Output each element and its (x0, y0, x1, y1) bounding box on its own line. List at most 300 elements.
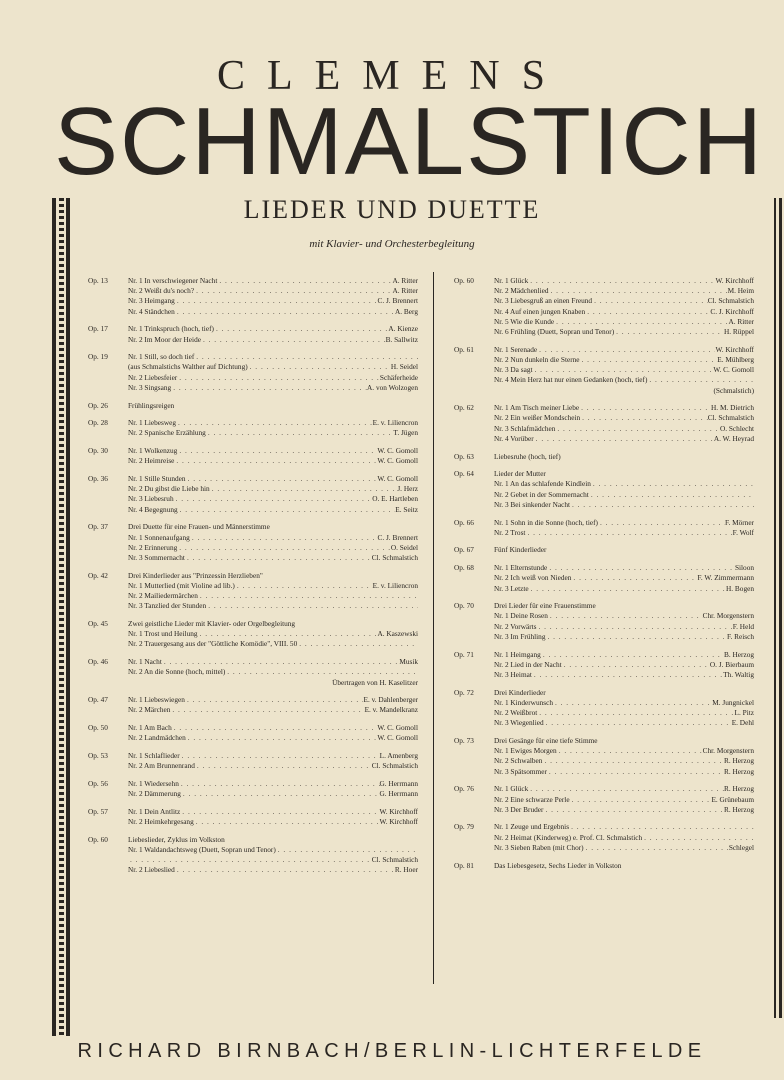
dot-leader (175, 307, 395, 317)
song-title: Nr. 2 Gebet in der Sommernacht (494, 489, 589, 499)
song-title: Nr. 1 Wolkenzug (128, 446, 178, 456)
song-poet: H. M. Dietrich (711, 403, 754, 413)
song-title: Nr. 2 Nun dunkeln die Sterne (494, 354, 580, 364)
song-title: Nr. 1 In verschwiegener Nacht (128, 276, 218, 285)
song-title: Nr. 2 Vorwärts (494, 621, 537, 631)
publisher-imprint: RICHARD BIRNBACH/BERLIN-LICHTERFELDE (77, 1040, 707, 1062)
song-entry (494, 573, 754, 583)
opus-entry (454, 784, 754, 815)
dot-leader (185, 695, 364, 705)
opus-entry (88, 324, 418, 344)
song-entry (128, 286, 418, 296)
opus-contents (128, 571, 418, 612)
dot-leader (181, 789, 380, 799)
song-entry (128, 779, 418, 789)
song-title: Nr. 2 Dämmerung (128, 789, 181, 799)
opus-entry (454, 650, 754, 681)
dot-leader (225, 667, 418, 677)
song-entry (494, 767, 754, 777)
song-entry (128, 865, 418, 875)
dot-leader (537, 345, 715, 355)
song-title: Nr. 2 Im Moor der Heide (128, 334, 201, 344)
song-entry (128, 553, 418, 563)
dot-leader (198, 629, 378, 639)
song-entry (128, 629, 418, 639)
song-title: Nr. 1 An das schlafende Kindlein (494, 479, 591, 489)
dot-leader (180, 751, 380, 761)
song-title: Nr. 1 Am Tisch meiner Liebe (494, 403, 580, 413)
dot-leader (297, 639, 418, 649)
song-entry (128, 373, 418, 383)
song-entry (128, 324, 418, 334)
song-title: Nr. 2 Ein weißer Mondschein (494, 413, 581, 423)
opus-entry (454, 601, 754, 642)
dot-leader (529, 584, 726, 594)
song-title: Nr. 2 Liebeslied (128, 865, 175, 875)
song-poet: R. Herzog (724, 784, 754, 794)
song-title: Nr. 3 Letzte (494, 583, 529, 593)
song-poet: M. Jungnickel (712, 697, 754, 707)
opus-number: Op. 79 (454, 822, 474, 832)
song-entry (128, 807, 418, 817)
opus-number: Op. 26 (88, 400, 108, 410)
opus-contents (128, 352, 418, 393)
opus-contents (494, 650, 754, 681)
song-poet: Schäferheide (379, 372, 418, 382)
song-title: Nr. 1 Serenade (494, 344, 538, 354)
opus-contents (494, 345, 754, 396)
song-poet: T. Jügen (393, 428, 418, 438)
song-entry (494, 611, 754, 621)
song-poet: B. Sallwitz (385, 334, 418, 344)
opus-contents (128, 657, 418, 688)
opus-number: Op. 61 (454, 344, 474, 354)
dot-leader (194, 817, 380, 827)
dot-leader (537, 708, 734, 718)
song-poet: A. Ritter (392, 276, 418, 285)
opus-number: Op. 30 (88, 446, 108, 456)
dot-leader (528, 784, 724, 794)
dot-leader (642, 833, 754, 843)
opus-contents (494, 545, 754, 555)
song-poet: M. Heim (727, 286, 754, 296)
song-poet: Th. Waltig (723, 670, 754, 679)
song-title: Nr. 2 Weißt du's noch? (128, 286, 195, 296)
song-title: Nr. 3 Liebesruh (128, 494, 174, 504)
opus-contents (128, 418, 418, 438)
song-entry (494, 746, 754, 756)
song-entry (128, 705, 418, 715)
song-entry (494, 355, 754, 365)
opus-number: Op. 36 (88, 474, 108, 484)
song-poet: G. Herrmann (379, 778, 418, 788)
dot-leader (584, 843, 729, 853)
dot-leader (248, 362, 391, 372)
song-poet: O. J. Bierbaum (709, 659, 754, 669)
dot-leader (585, 307, 710, 317)
opus-contents (494, 736, 754, 777)
opus-entry (454, 736, 754, 777)
song-entry (128, 456, 418, 466)
song-poet: W. C. Gomoll (377, 456, 418, 466)
song-entry (128, 657, 418, 667)
dot-leader (276, 845, 418, 855)
dot-leader (185, 553, 372, 563)
dot-leader (180, 807, 379, 817)
opus-entry (88, 571, 418, 612)
song-poet: O. Seidel (390, 542, 418, 552)
dot-leader (532, 670, 723, 680)
dot-leader (210, 484, 398, 494)
opus-contents (128, 446, 418, 466)
song-entry (494, 500, 754, 510)
opus-contents (128, 401, 418, 411)
song-entry (128, 695, 418, 705)
song-entry (128, 484, 418, 494)
song-title: Nr. 1 Still, so doch tief (128, 352, 195, 362)
opus-number: Op. 53 (88, 751, 108, 761)
song-poet: Siloon (734, 563, 754, 573)
song-title: Nr. 2 Märchen (128, 705, 171, 715)
dot-leader (128, 855, 372, 865)
song-poet: A. Kienze (388, 324, 418, 334)
song-title: Nr. 1 Wiedersehn (128, 778, 179, 788)
dot-leader (172, 723, 378, 733)
dot-leader (201, 335, 386, 345)
dot-leader (580, 355, 718, 365)
song-title: Nr. 2 Schwalben (494, 756, 543, 766)
song-entry (494, 822, 754, 832)
dot-leader (190, 533, 378, 543)
opus-entry (88, 401, 418, 411)
dot-leader (179, 779, 380, 789)
opus-heading: Liebeslieder, Zyklus im Volkston (128, 834, 225, 844)
song-title: Nr. 2 Lied in der Nacht (494, 659, 562, 669)
opus-credit: (Schmalstich) (713, 385, 754, 395)
song-entry (128, 494, 418, 504)
opus-entry (454, 688, 754, 729)
opus-contents (128, 522, 418, 563)
dot-leader (598, 518, 725, 528)
opus-entry (88, 779, 418, 799)
song-poet: F. Held (732, 621, 754, 631)
opus-heading: Drei Kinderlieder (494, 687, 546, 697)
song-entry (494, 424, 754, 434)
opus-entry (454, 861, 754, 871)
song-title: Nr. 2 An die Sonne (hoch, mittel) (128, 667, 226, 677)
opus-number: Op. 62 (454, 403, 474, 413)
song-entry (128, 817, 418, 827)
song-title: Nr. 2 Du gibst die Liebe hin (128, 484, 210, 494)
song-entry (128, 533, 418, 543)
song-entry (128, 667, 418, 677)
song-title: Nr. 3 Sommernacht (128, 552, 185, 562)
song-title: Nr. 2 Heimkehrgesang (128, 817, 194, 827)
song-title: Nr. 1 Glück (494, 276, 529, 285)
song-entry (128, 789, 418, 799)
opus-number: Op. 60 (88, 834, 108, 844)
song-poet: E. Mühlberg (717, 354, 754, 364)
song-poet: J. Herz (397, 484, 418, 494)
song-title: Nr. 1 Glück (494, 784, 529, 794)
song-entry (494, 670, 754, 680)
dot-leader (162, 657, 400, 667)
song-poet: W. Kirchhoff (715, 344, 754, 354)
song-entry (494, 276, 754, 286)
opus-number: Op. 76 (454, 784, 474, 794)
song-poet: O. E. Hartleben (372, 494, 418, 504)
opus-number: Op. 71 (454, 649, 474, 659)
dot-leader (177, 373, 380, 383)
opus-entry (454, 469, 754, 510)
opus-entry (88, 723, 418, 743)
song-poet: H. Rüppel (724, 327, 754, 337)
dot-leader (235, 581, 373, 591)
song-poet: E. Dehl (731, 718, 754, 728)
opus-heading: Liebesruhe (hoch, tief) (494, 451, 561, 461)
dot-leader (647, 375, 754, 385)
opus-number: Op. 13 (88, 276, 108, 285)
song-poet: F. Reisch (727, 631, 754, 641)
song-title: Nr. 1 Sohn in die Sonne (hoch, tief) (494, 517, 598, 527)
dot-leader (176, 418, 373, 428)
song-entry (494, 434, 754, 444)
song-title: Nr. 3 Heimgang (128, 296, 175, 306)
song-poet: W. C. Gomoll (377, 446, 418, 456)
song-entry (128, 601, 418, 611)
opus-contents (128, 474, 418, 515)
song-poet: R. Herzog (724, 766, 754, 776)
song-entry (128, 733, 418, 743)
song-poet: C. J. Kirchhoff (710, 306, 754, 316)
song-title: Nr. 3 Sieben Raben (mit Chor) (494, 842, 584, 852)
dot-leader (174, 456, 377, 466)
dot-leader (547, 563, 735, 573)
right-ornamental-border (774, 198, 784, 1018)
song-poet: O. Schlecht (719, 423, 754, 433)
dot-leader (206, 601, 418, 611)
song-entry (128, 362, 418, 372)
opus-contents (128, 807, 418, 827)
opus-number: Op. 56 (88, 778, 108, 788)
song-title: Nr. 2 Weißbrot (494, 708, 538, 718)
opus-entry (88, 695, 418, 715)
song-entry (128, 446, 418, 456)
song-title: Nr. 2 Trauergesang aus der "Göttliche Komödie", VIII. 50 (128, 639, 298, 649)
song-title: Nr. 2 Mailiedermärchen (128, 591, 198, 601)
song-title: Nr. 2 Heimat (Kinderweg) e. Prof. Cl. Schmalstich (494, 832, 643, 842)
opus-number: Op. 42 (88, 570, 108, 580)
opus-contents (494, 601, 754, 642)
song-title: Nr. 1 Zeuge und Ergebnis (494, 822, 570, 832)
song-poet: W. Kirchhoff (715, 276, 754, 285)
song-entry (494, 345, 754, 355)
opus-number: Op. 66 (454, 517, 474, 527)
song-title: Nr. 1 Liebesweg (128, 418, 177, 428)
opus-number: Op. 19 (88, 352, 108, 362)
song-entry (494, 317, 754, 327)
song-title: Nr. 1 Stille Stunden (128, 474, 186, 484)
song-poet: E. Grünebaum (711, 794, 754, 804)
song-title: Nr. 3 Wiegenlied (494, 718, 544, 728)
song-poet: E. v. Mandelkranz (364, 705, 418, 715)
dot-leader (555, 424, 720, 434)
song-entry (494, 307, 754, 317)
song-poet: W. C. Gomoll (377, 723, 418, 733)
dot-leader (544, 718, 732, 728)
song-entry (128, 639, 418, 649)
opus-contents (494, 563, 754, 594)
opus-contents (128, 324, 418, 344)
opus-contents (494, 861, 754, 871)
song-entry (128, 591, 418, 601)
song-poet: A. W. Heyrad (713, 433, 754, 443)
song-poet: L. Amenberg (379, 751, 418, 761)
dot-leader (175, 296, 378, 306)
dot-leader (206, 428, 394, 438)
song-poet: A. Berg (395, 306, 418, 316)
dot-leader (591, 479, 754, 489)
opus-entry (88, 474, 418, 515)
song-title: Nr. 1 Nacht (128, 657, 162, 667)
song-title: Nr. 2 Heimreise (128, 456, 175, 466)
dot-leader (542, 756, 724, 766)
song-title: Nr. 1 Sonnenaufgang (128, 532, 190, 542)
dot-leader (534, 434, 714, 444)
dot-leader (543, 805, 724, 815)
song-title: Nr. 3 Im Frühling (494, 631, 546, 641)
dot-leader (528, 276, 715, 286)
dot-leader (579, 403, 711, 413)
song-title: Nr. 1 Trinkspruch (hoch, tief) (128, 324, 214, 334)
opus-contents (494, 469, 754, 510)
song-entry (128, 296, 418, 306)
song-poet: Musik (399, 657, 418, 667)
dot-leader (589, 490, 754, 500)
collection-subtitle: mit Klavier- und Orchesterbegleitung (309, 238, 475, 250)
song-poet: R. Herzog (724, 804, 754, 814)
opus-number: Op. 17 (88, 324, 108, 334)
dot-leader (553, 698, 712, 708)
song-entry (494, 518, 754, 528)
song-poet: E. v. Liliencron (372, 580, 418, 590)
song-poet: Cl. Schmalstich (371, 855, 418, 865)
opus-entry (88, 835, 418, 876)
dot-leader (198, 591, 418, 601)
song-entry (128, 276, 418, 286)
song-title: Nr. 3 Heimat (494, 670, 532, 679)
song-entry (494, 403, 754, 413)
song-poet: E. Seitz (395, 504, 418, 514)
song-title: Nr. 3 Singsang (128, 382, 172, 392)
opus-number: Op. 57 (88, 806, 108, 816)
song-poet: Cl. Schmalstich (371, 761, 418, 771)
opus-contents (128, 619, 418, 650)
opus-contents (128, 835, 418, 876)
dot-leader (580, 413, 708, 423)
song-poet: C. J. Brennert (377, 532, 418, 542)
song-entry (494, 327, 754, 337)
song-title: Nr. 2 Eine schwarze Perle (494, 794, 570, 804)
song-poet: R. Hoer (394, 865, 418, 875)
song-entry (494, 650, 754, 660)
song-entry (128, 307, 418, 317)
opus-number: Op. 67 (454, 545, 474, 555)
opus-entry (88, 418, 418, 438)
song-poet: A. Ritter (728, 316, 754, 326)
opus-heading: Lieder der Mutter (494, 469, 546, 479)
dot-leader (549, 286, 728, 296)
song-title: Nr. 3 Schlafmädchen (494, 423, 556, 433)
dot-leader (547, 767, 724, 777)
opus-contents (494, 276, 754, 337)
song-title: Nr. 3 Spätsommer (494, 766, 547, 776)
opus-entry (88, 751, 418, 771)
song-title: Nr. 3 Da sagt (494, 365, 533, 375)
song-entry (494, 563, 754, 573)
song-entry (494, 756, 754, 766)
song-poet: R. Herzog (724, 756, 754, 766)
song-poet: H. Bogen (726, 583, 754, 593)
song-entry (494, 622, 754, 632)
song-entry (494, 584, 754, 594)
song-title: Nr. 1 Waldandachtsweg (Duett, Sopran und Tenor) (128, 844, 276, 854)
song-poet: Schlegel (728, 842, 754, 852)
song-poet: A. Kaszewski (377, 629, 418, 639)
song-title: Nr. 1 Liebeswiegen (128, 695, 185, 705)
song-title: Nr. 3 Bei sinkender Nacht (494, 499, 570, 509)
song-poet: A. von Wolzogen (367, 382, 418, 392)
song-entry (494, 490, 754, 500)
song-title: Nr. 4 Begegnung (128, 504, 178, 514)
song-title: Nr. 1 Schlaflieder (128, 751, 180, 761)
dot-leader (545, 632, 727, 642)
dot-leader (177, 446, 377, 456)
opus-list-left (88, 276, 418, 883)
opus-contents (128, 779, 418, 799)
song-entry (494, 632, 754, 642)
song-title: Nr. 4 Auf einen jungen Knaben (494, 306, 586, 316)
song-entry (494, 286, 754, 296)
opus-number: Op. 45 (88, 618, 108, 628)
dot-leader (177, 543, 391, 553)
song-entry (128, 474, 418, 484)
song-title: Nr. 6 Frühling (Duett, Sopran und Tenor) (494, 327, 615, 337)
song-entry (128, 855, 418, 865)
song-entry (128, 845, 418, 855)
opus-number: Op. 81 (454, 860, 474, 870)
opus-heading: Drei Gesänge für eine tiefe Stimme (494, 736, 598, 746)
song-title: Nr. 1 Am Bach (128, 723, 172, 733)
opus-contents (494, 452, 754, 462)
opus-heading: Drei Kinderlieder aus "Prinzessin Herzlieben" (128, 570, 263, 580)
song-poet: Chr. Morgenstern (702, 746, 754, 756)
dot-leader (592, 296, 708, 306)
opus-entry (88, 352, 418, 393)
dot-leader (171, 383, 367, 393)
opus-number: Op. 64 (454, 469, 474, 479)
song-title: Nr. 1 Dein Antlitz (128, 806, 181, 816)
opus-list-right (454, 276, 754, 878)
opus-contents (494, 688, 754, 729)
song-title: Nr. 4 Ständchen (128, 306, 175, 316)
song-poet: E. v. Dahlenberger (363, 695, 418, 705)
song-title: Nr. 1 Heimgang (494, 649, 541, 659)
dot-leader (570, 795, 712, 805)
opus-heading: Fünf Kinderlieder (494, 545, 547, 555)
song-title: Nr. 2 Trost (494, 527, 526, 537)
song-title: Nr. 1 Kinderwunsch (494, 697, 553, 707)
